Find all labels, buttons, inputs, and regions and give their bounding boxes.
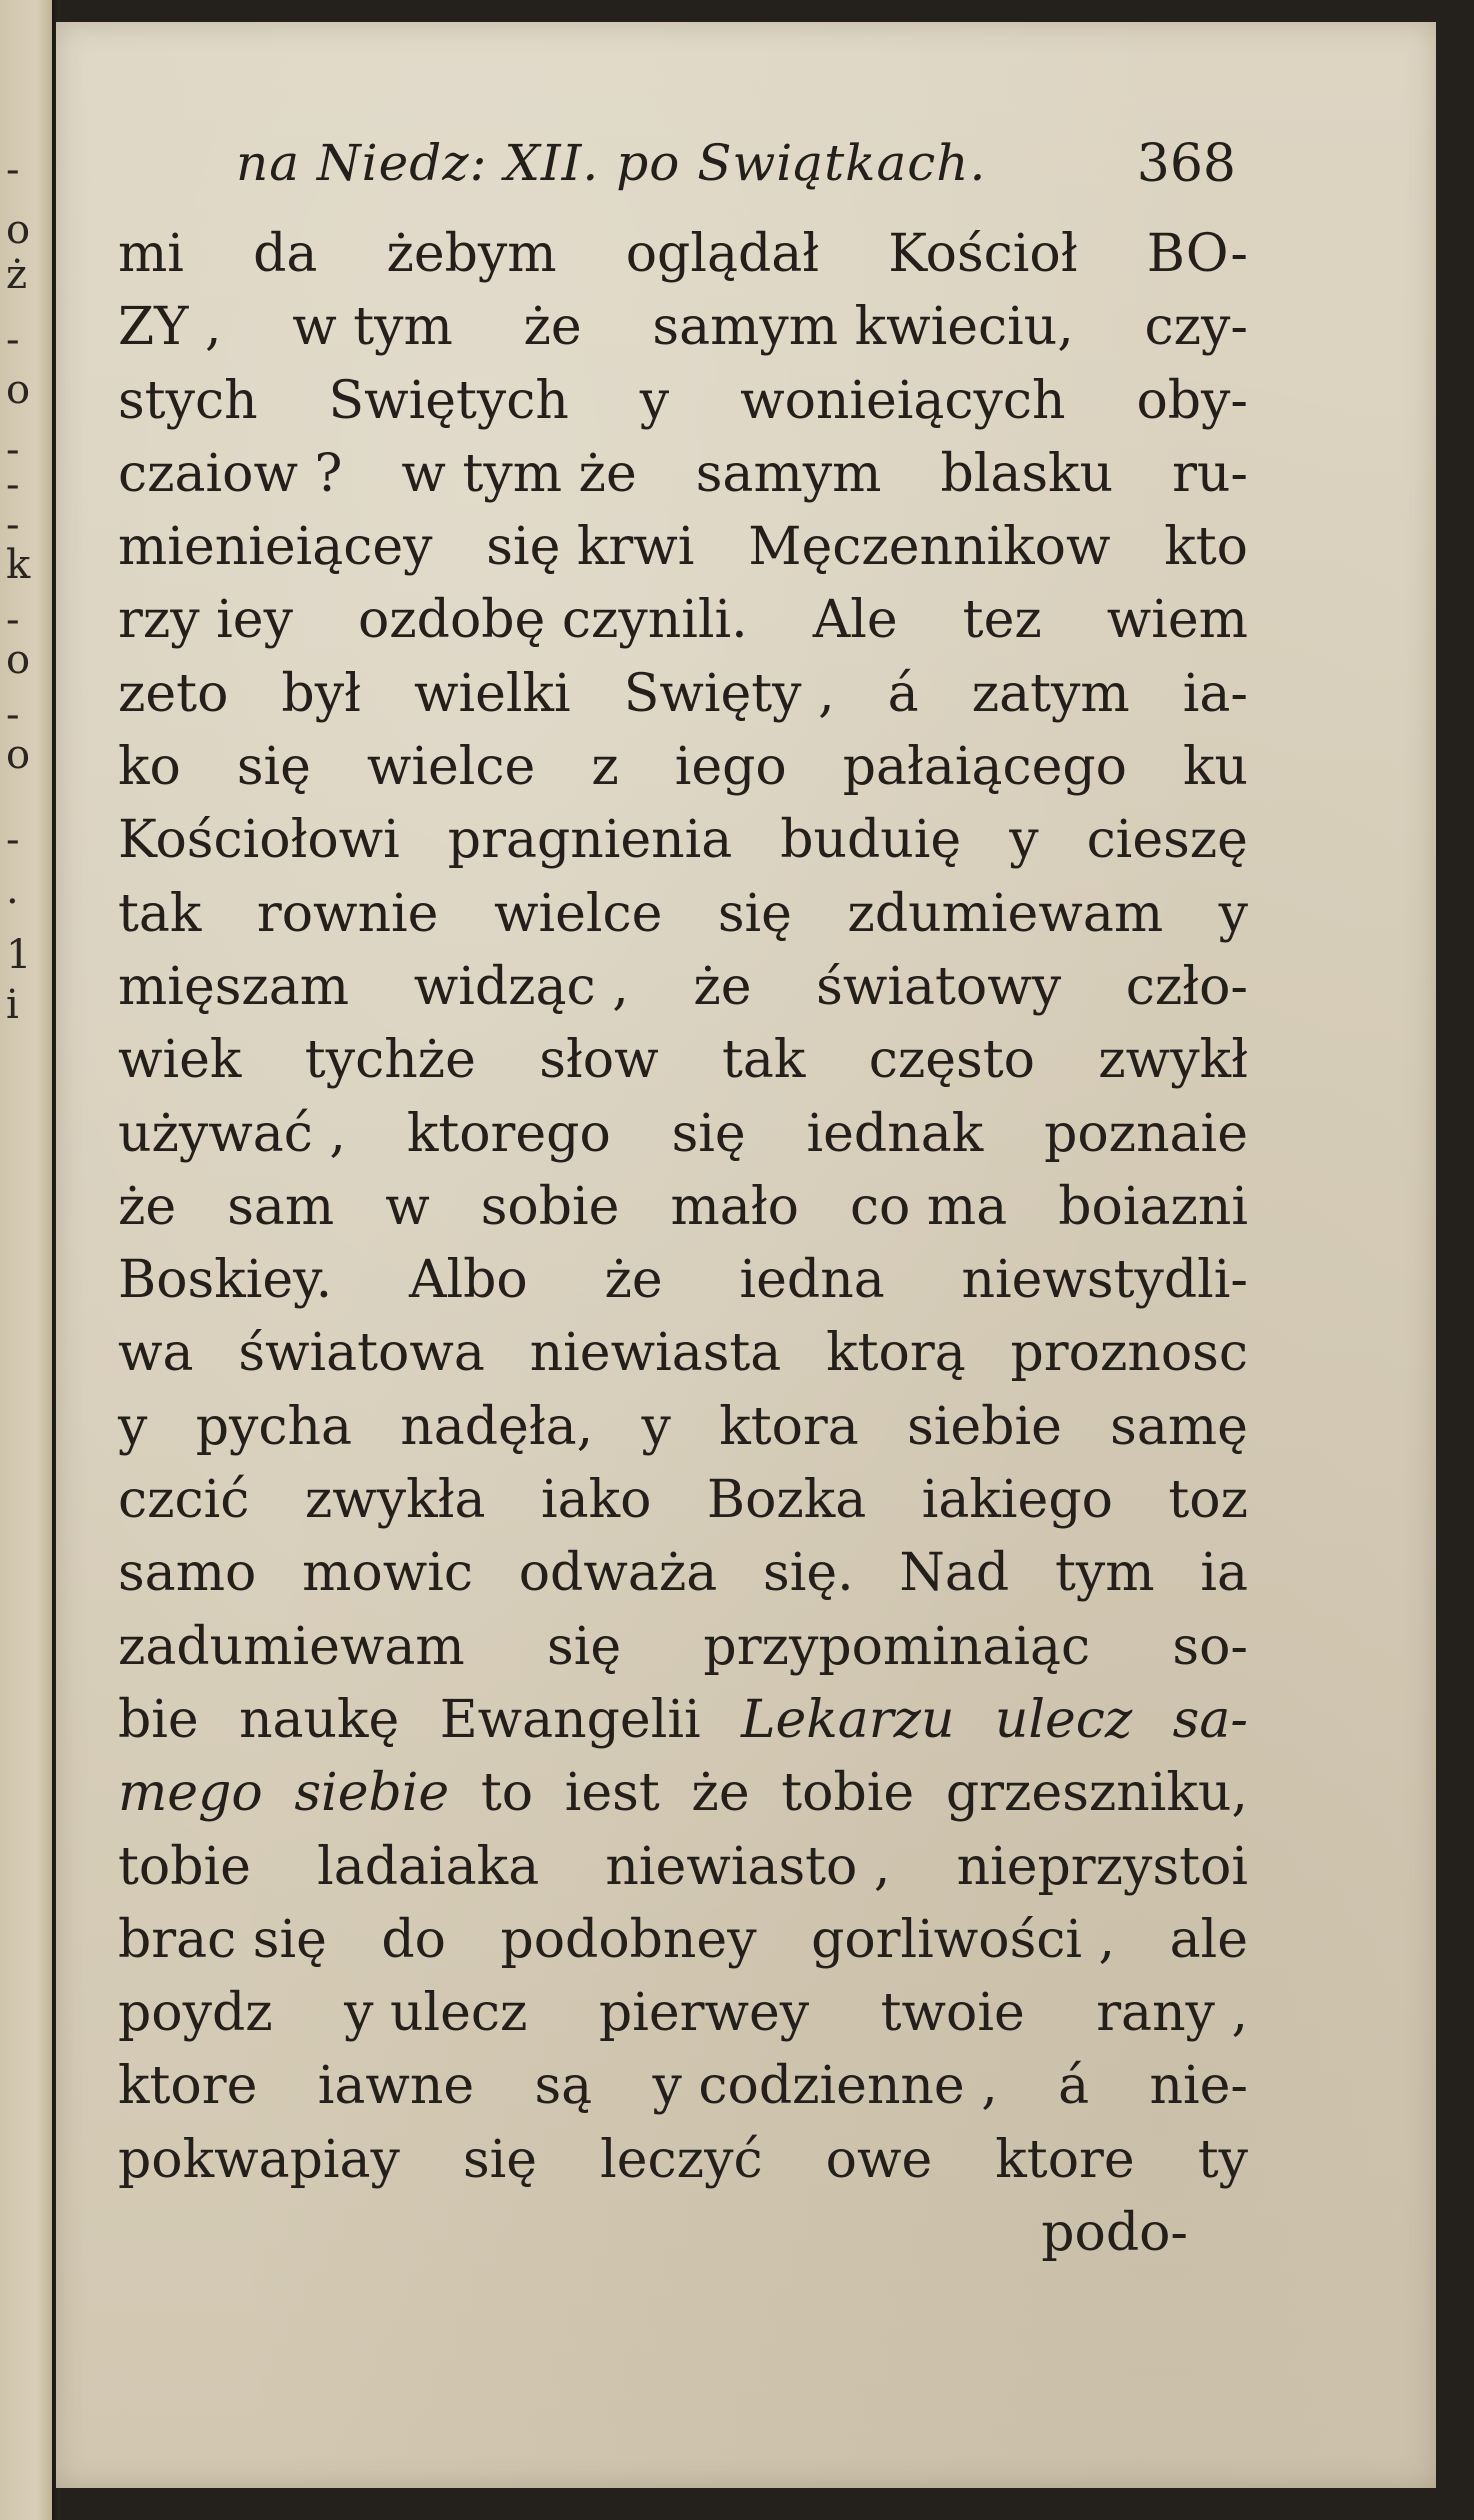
word: wielki	[414, 663, 571, 724]
word: pokwapiay	[118, 2129, 400, 2190]
word: nadęła,	[400, 1396, 594, 1457]
word: rany ,	[1096, 1983, 1248, 2044]
facing-page-char: o	[6, 637, 31, 683]
word: iako	[540, 1470, 652, 1531]
word: do	[381, 1909, 446, 1970]
word: w tym że	[401, 443, 637, 504]
word: Męczennikow	[748, 517, 1111, 578]
facing-page-char: .	[6, 867, 19, 913]
word: często	[868, 1030, 1035, 1091]
word: y	[639, 370, 670, 431]
word: boiazni	[1058, 1176, 1248, 1237]
word: się.	[763, 1543, 854, 1604]
text-line	[118, 1611, 1248, 1684]
word: ozdobę czynili.	[357, 590, 748, 651]
word: z	[591, 737, 619, 798]
word: ktore	[118, 2056, 258, 2117]
word: pierwey	[598, 1983, 810, 2044]
word: że	[118, 1176, 177, 1237]
word: wa	[118, 1323, 194, 1384]
text-line	[118, 1391, 1248, 1464]
word: zadumiewam	[118, 1616, 465, 1677]
word: Swiętych	[328, 370, 569, 431]
word: cieszę	[1086, 810, 1248, 871]
facing-page-char: ż	[6, 252, 28, 298]
word: Bozka	[706, 1470, 867, 1531]
word: podobney	[500, 1909, 757, 1970]
word: blasku	[940, 443, 1114, 504]
word: Boskiey.	[118, 1250, 333, 1311]
word: żebym	[386, 224, 557, 284]
text-line	[118, 731, 1248, 804]
facing-page-char: -	[6, 597, 20, 643]
facing-page-char: -	[6, 502, 20, 548]
word: ktore	[995, 2129, 1135, 2190]
word: leczyć	[600, 2129, 763, 2190]
word: pycha	[195, 1396, 352, 1457]
word: rzy iey	[118, 590, 293, 651]
running-head: na Niedz: XII. po Swiątkach.	[236, 134, 987, 192]
word: iedna	[739, 1250, 885, 1311]
word: bie	[118, 1689, 199, 1750]
word: że	[693, 956, 752, 1017]
word: y codzienne ,	[652, 2056, 998, 2117]
word: wielce	[366, 737, 536, 798]
word: był	[281, 663, 361, 724]
text-line	[118, 1684, 1248, 1757]
facing-page-char: -	[6, 462, 20, 508]
facing-page-char: o	[6, 367, 31, 413]
catchword	[118, 2197, 1248, 2270]
word: y	[1218, 883, 1248, 944]
word: Kościołowi	[118, 810, 400, 871]
word: ktora	[719, 1396, 859, 1457]
text-line	[118, 1757, 1248, 1830]
word: ku	[1182, 737, 1248, 798]
facing-page-char: i	[6, 982, 19, 1028]
text-line	[118, 2050, 1248, 2123]
facing-page-char: 1	[6, 932, 32, 978]
word: się	[671, 1103, 746, 1164]
word: twoie	[880, 1983, 1025, 2044]
text-line	[118, 365, 1248, 438]
word: á	[887, 663, 919, 724]
word: pragnienia	[447, 810, 733, 871]
word: mowic	[302, 1543, 473, 1604]
text-line	[118, 1024, 1248, 1097]
text-line	[118, 1831, 1248, 1904]
facing-page-edge	[0, 0, 52, 2520]
word: to	[480, 1763, 534, 1824]
word: poydz	[118, 1983, 273, 2044]
word: ktorą	[826, 1323, 966, 1384]
word: samę	[1110, 1396, 1248, 1457]
word: sam	[227, 1176, 335, 1237]
word: samym kwieciu,	[652, 297, 1074, 358]
word: oby-	[1136, 370, 1248, 431]
word: iakiego	[921, 1470, 1113, 1531]
word: Lekarzu	[740, 1689, 955, 1750]
word: grzeszniku,	[945, 1763, 1248, 1824]
word: da	[253, 224, 318, 284]
text-line	[118, 951, 1248, 1024]
word: niewstydli-	[961, 1250, 1248, 1311]
word: czaiow ?	[118, 443, 343, 504]
text-line	[118, 218, 1248, 291]
word: mienieiącey	[118, 517, 433, 578]
word: poznaie	[1044, 1103, 1248, 1164]
facing-page-char: -	[6, 692, 20, 738]
body-text	[118, 218, 1248, 2270]
text-line	[118, 1244, 1248, 1317]
word: sobie	[480, 1176, 620, 1237]
word: proznosc	[1010, 1323, 1248, 1384]
word: ty	[1197, 2129, 1248, 2190]
facing-page-char: o	[6, 732, 31, 778]
word: niewiasto ,	[605, 1836, 891, 1897]
word: iego	[674, 737, 787, 798]
facing-page-char: k	[6, 542, 31, 588]
word: się	[547, 1616, 622, 1677]
facing-page-char: -	[6, 147, 20, 193]
word: mego	[118, 1763, 263, 1824]
word: tak	[721, 1030, 806, 1091]
facing-page-char: -	[6, 317, 20, 363]
word: á	[1058, 2056, 1090, 2117]
word: Nad	[899, 1543, 1010, 1604]
word: y	[1009, 810, 1039, 871]
word: ale	[1169, 1909, 1248, 1970]
word: naukę	[239, 1689, 400, 1750]
word: buduię	[780, 810, 962, 871]
word: słow	[539, 1030, 659, 1091]
word: że	[523, 297, 582, 358]
word: y	[118, 1396, 148, 1457]
word: światowy	[816, 956, 1062, 1017]
word: wiem	[1106, 590, 1248, 651]
word: odważa	[518, 1543, 718, 1604]
word: mięszam	[118, 956, 350, 1017]
word: zeto	[118, 663, 229, 724]
word: Ale	[812, 590, 898, 651]
word: ru-	[1172, 443, 1248, 504]
word: iest	[564, 1763, 660, 1824]
word: czy-	[1144, 297, 1248, 358]
word: są	[534, 2056, 593, 2117]
word: tym	[1054, 1543, 1155, 1604]
word: Swięty ,	[623, 663, 835, 724]
word: tak	[118, 883, 202, 944]
word: czło-	[1125, 956, 1248, 1017]
word: że	[604, 1250, 663, 1311]
text-line	[118, 658, 1248, 731]
word: się	[236, 737, 311, 798]
catchword-text: podo-	[1041, 2203, 1188, 2264]
word: wielce	[493, 883, 663, 944]
word: wiek	[118, 1030, 242, 1091]
word: się	[462, 2129, 538, 2190]
word: nie-	[1149, 2056, 1248, 2117]
word: Ewangelii	[439, 1689, 701, 1750]
text-line	[118, 1977, 1248, 2050]
word: siebie	[907, 1396, 1062, 1457]
word: tobie	[118, 1836, 251, 1897]
word: iawne	[317, 2056, 475, 2117]
word: wonieiących	[740, 370, 1066, 431]
text-line	[118, 1464, 1248, 1537]
word: sa-	[1172, 1689, 1248, 1750]
word: toz	[1168, 1470, 1248, 1531]
text-line	[118, 1317, 1248, 1390]
word: ulecz	[994, 1689, 1133, 1750]
text-line	[118, 1537, 1248, 1610]
facing-page-char: -	[6, 427, 20, 473]
word: mi	[118, 224, 184, 284]
word: tez	[962, 590, 1042, 651]
word: co ma	[849, 1176, 1008, 1237]
text-line	[118, 584, 1248, 657]
page-number: 368	[1136, 134, 1236, 194]
word: pałaiącego	[842, 737, 1127, 798]
word: nieprzystoi	[956, 1836, 1248, 1897]
word: owe	[825, 2129, 933, 2190]
text-line	[118, 804, 1248, 877]
word: Albo	[408, 1250, 528, 1311]
facing-page-char: o	[6, 207, 31, 253]
word: rownie	[256, 883, 439, 944]
word: zatym	[971, 663, 1130, 724]
word: siebie	[294, 1763, 450, 1824]
facing-page-char: -	[6, 817, 20, 863]
text-line	[118, 291, 1248, 364]
word: tobie	[781, 1763, 915, 1824]
word: kto	[1164, 517, 1248, 578]
word: przypominaiąc	[703, 1616, 1091, 1677]
word: się krwi	[486, 517, 695, 578]
text-line	[118, 511, 1248, 584]
page-header	[236, 134, 1236, 204]
word: iednak	[806, 1103, 984, 1164]
word: BO-	[1146, 224, 1248, 284]
word: światowa	[238, 1323, 485, 1384]
word: gorliwości ,	[811, 1909, 1116, 1970]
word: się	[717, 883, 792, 944]
word: widząc ,	[413, 956, 629, 1017]
text-line	[118, 878, 1248, 951]
word: brac się	[118, 1909, 327, 1970]
word: samym	[695, 443, 882, 504]
word: tychże	[304, 1030, 476, 1091]
word: ktorego	[406, 1103, 611, 1164]
text-line	[118, 1171, 1248, 1244]
word: niewiasta	[529, 1323, 782, 1384]
word: ZY ,	[118, 297, 222, 358]
word: w	[385, 1176, 430, 1237]
word: stych	[118, 370, 258, 431]
word: że	[691, 1763, 750, 1824]
word: ia-	[1182, 663, 1248, 724]
word: zwykła	[304, 1470, 486, 1531]
text-line	[118, 438, 1248, 511]
text-line	[118, 1098, 1248, 1171]
word: zdumiewam	[847, 883, 1164, 944]
word: w tym	[292, 297, 453, 358]
word: y	[641, 1396, 671, 1457]
word: czcić	[118, 1470, 250, 1531]
word: samo	[118, 1543, 257, 1604]
word: ladaiaka	[317, 1836, 540, 1897]
word: so-	[1172, 1616, 1248, 1677]
text-line	[118, 1904, 1248, 1977]
text-line	[118, 2124, 1248, 2197]
word: ko	[118, 737, 181, 798]
word: ia	[1200, 1543, 1248, 1604]
word: zwykł	[1098, 1030, 1248, 1091]
word: używać ,	[118, 1103, 346, 1164]
word: oglądał	[625, 224, 820, 284]
word: mało	[670, 1176, 799, 1237]
word: y ulecz	[344, 1983, 528, 2044]
book-page	[56, 22, 1436, 2488]
word: Kościoł	[888, 224, 1078, 284]
